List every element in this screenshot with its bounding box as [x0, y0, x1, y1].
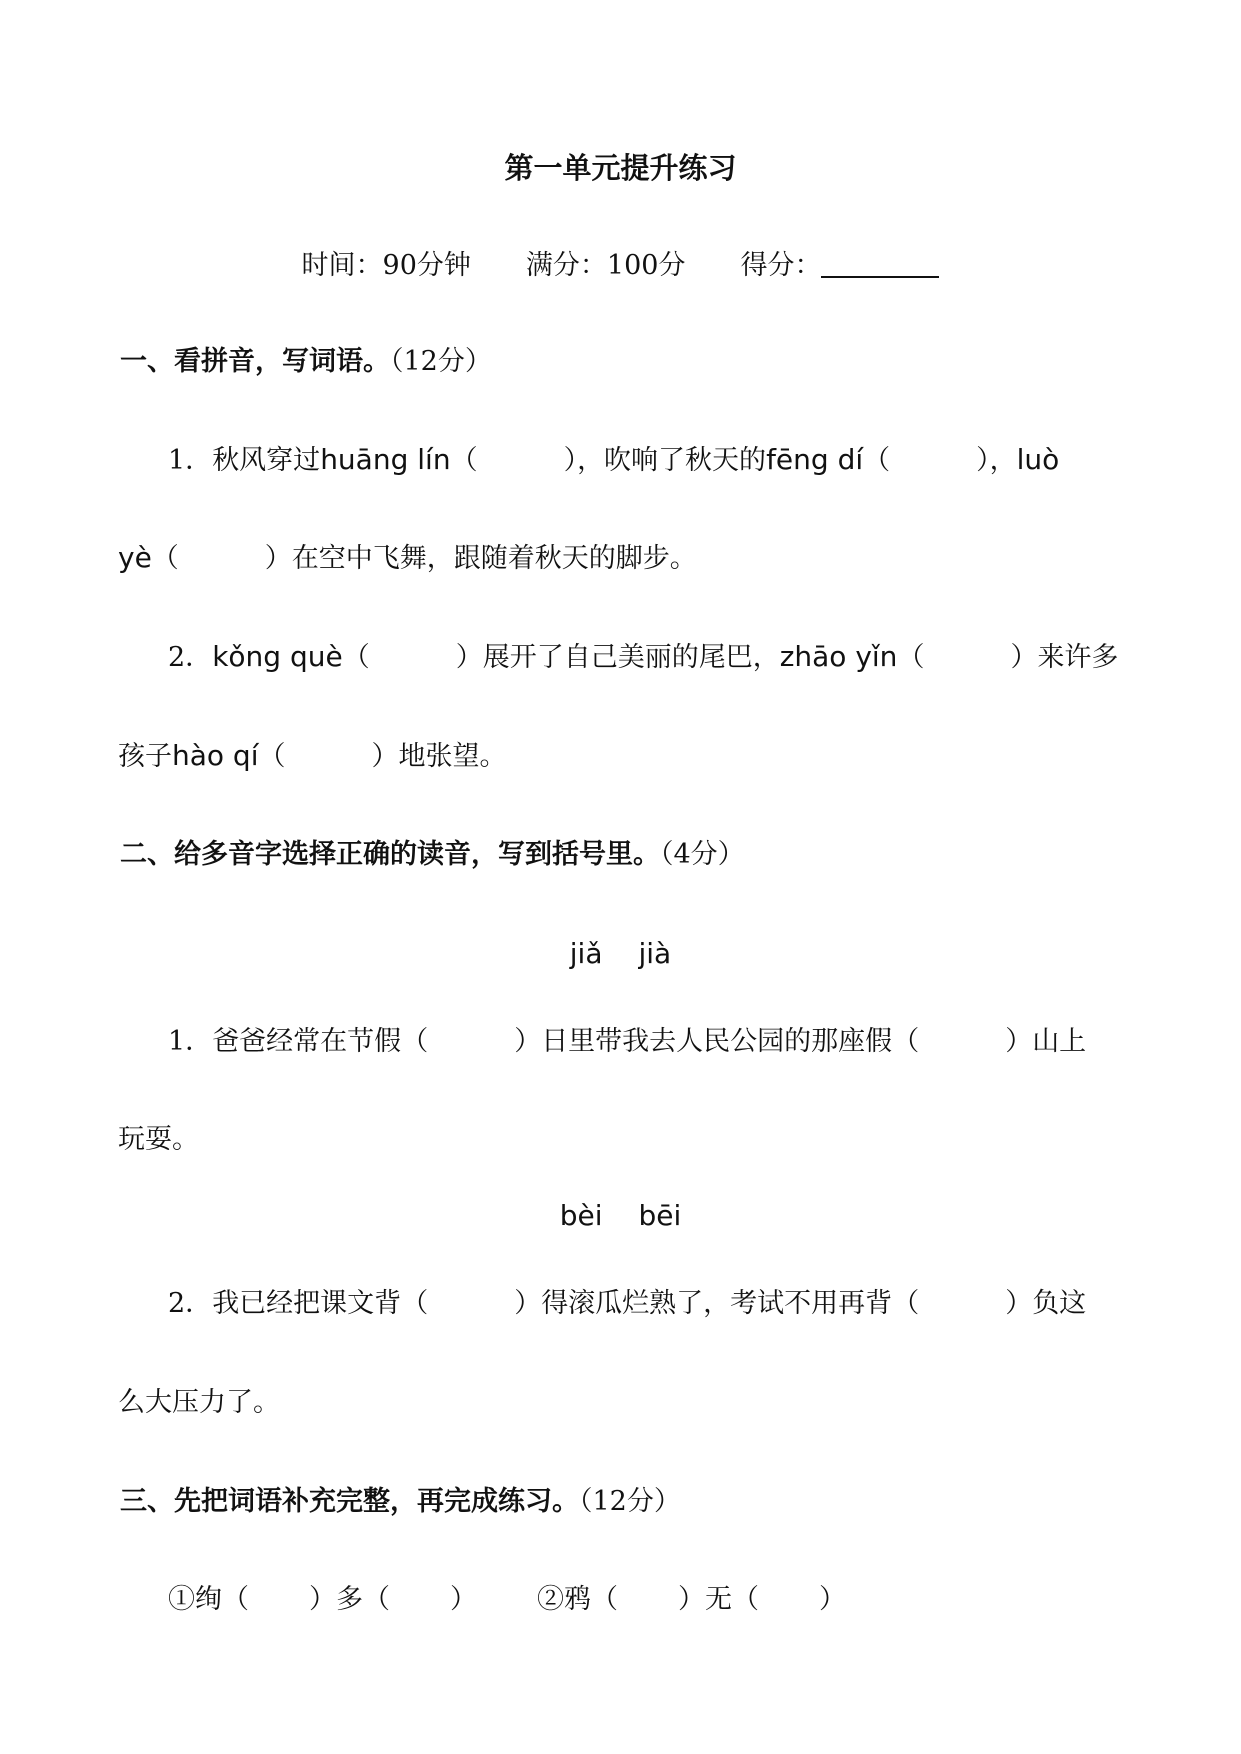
idiom-item-2: ②鸦（ ）无（ ） — [537, 1584, 846, 1615]
reading-options-2 — [0, 1198, 1241, 1234]
s1-q2-number: 2． — [168, 642, 213, 673]
pinyin: kǒng què — [212, 640, 343, 673]
section2-points: （4分） — [660, 839, 745, 870]
s1-q1-line1: 1．秋风穿过huāng lín（ ），吹响了秋天的fēng dí（ ），luò — [168, 443, 1060, 476]
score-blank[interactable] — [821, 250, 939, 278]
reading-option: bēi — [638, 1199, 682, 1232]
reading-option: jiǎ — [569, 937, 603, 970]
pinyin: zhāo yǐn — [779, 640, 898, 673]
s2-q2-number: 2． — [168, 1288, 213, 1319]
idiom-item-1: ①绚（ ）多（ ） — [168, 1584, 477, 1615]
pinyin: hào qí — [172, 739, 259, 772]
pinyin: luò — [1016, 443, 1060, 476]
reading-options-1 — [0, 936, 1241, 972]
s2-q1-line2: 玩耍。 — [118, 1124, 199, 1155]
exam-header — [0, 248, 1241, 284]
section3-heading: 三、先把词语补充完整，再完成练习。（12分） — [120, 1486, 681, 1517]
s1-q2-line1: 2．kǒng què（ ）展开了自己美丽的尾巴，zhāo yǐn（ ）来许多 — [168, 640, 1119, 673]
pinyin: fēng dí — [766, 443, 864, 476]
s2-q1-line1: 1．爸爸经常在节假（ ）日里带我去人民公园的那座假（ ）山上 — [168, 1026, 1087, 1057]
time-info: 时间：90分钟 — [301, 250, 471, 281]
reading-option: jià — [638, 937, 672, 970]
pinyin: huāng lín — [320, 443, 451, 476]
reading-option: bèi — [559, 1199, 603, 1232]
s1-q2-line2: 孩子hào qí（ ）地张望。 — [118, 739, 507, 772]
section2-heading: 二、给多音字选择正确的读音，写到括号里。（4分） — [120, 839, 745, 870]
s2-q2-line1: 2．我已经把课文背（ ）得滚瓜烂熟了，考试不用再背（ ）负这 — [168, 1288, 1087, 1319]
s2-q1-number: 1． — [168, 1026, 213, 1057]
score-label: 得分： — [740, 250, 822, 281]
s2-q2-line2: 么大压力了。 — [118, 1387, 280, 1418]
full-score-info: 满分：100分 — [525, 250, 686, 281]
page-title: 第一单元提升练习 — [504, 151, 737, 185]
section3-points: （12分） — [579, 1486, 681, 1517]
s1-q1-number: 1． — [168, 445, 213, 476]
section1-points: （12分） — [390, 346, 492, 377]
s3-items-line — [168, 1582, 846, 1618]
s1-q1-line2: yè（ ）在空中飞舞，跟随着秋天的脚步。 — [118, 541, 697, 574]
section1-heading: 一、看拼音，写词语。（12分） — [120, 346, 492, 377]
pinyin: yè — [118, 541, 152, 574]
